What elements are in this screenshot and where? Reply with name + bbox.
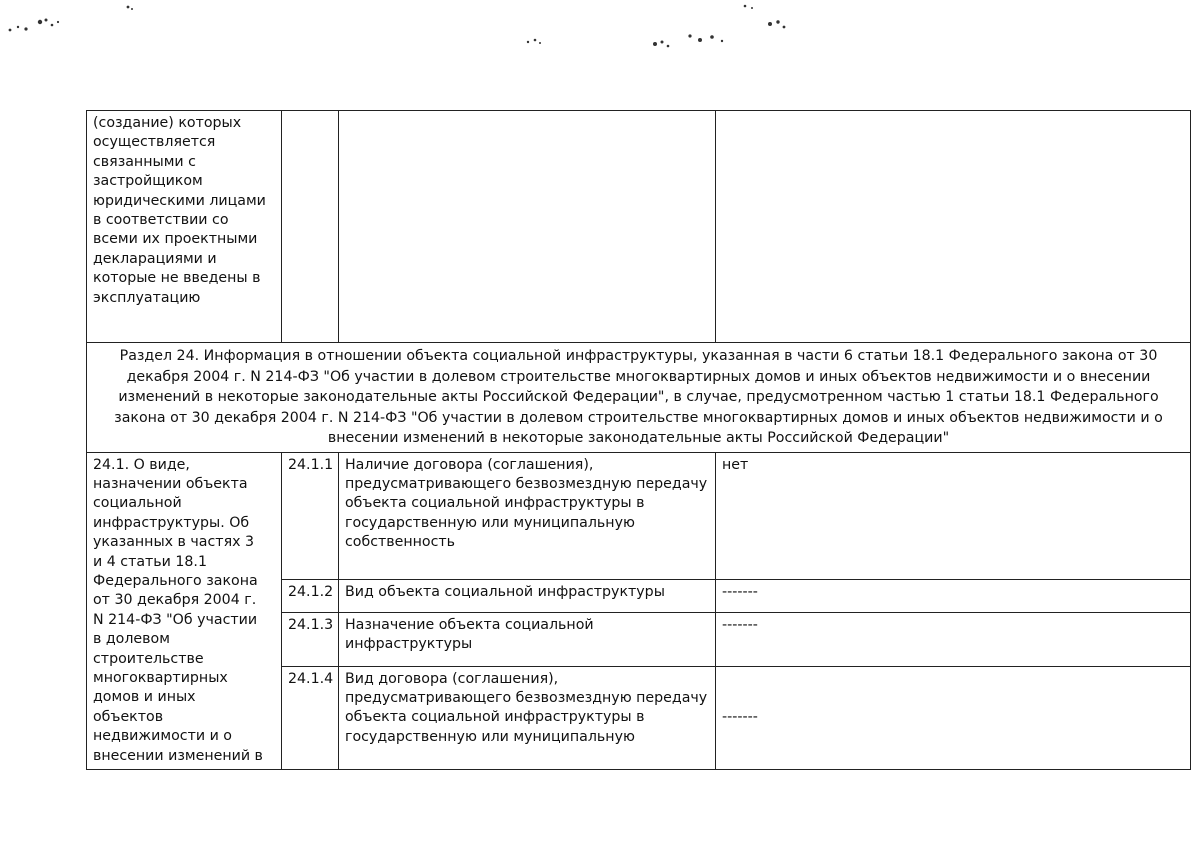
- row-number: 24.1.3: [282, 612, 339, 666]
- empty-cell: [716, 111, 1191, 343]
- row-number: 24.1.2: [282, 579, 339, 612]
- row-value: -------: [716, 612, 1191, 666]
- continuation-text: (создание) которых осуществляется связанными с застройщиком юридическими лицами в соответствии со всеми их проектными декларациями и которые не введены в эксплуатацию: [87, 111, 282, 343]
- section-heading: Раздел 24. Информация в отношении объекта социальной инфраструктуры, указанная в части 6 статьи 18.1 Федерального закона от 30 декабря 2004 г. N 214-ФЗ "Об участии в долевом строительстве многоквартирных домов и иных объектов недвижимости и о внесении изменений в некоторые законодательные акты Российской Федерации", в случае, предусмотренном частью 1 статьи 18.1 Федерального закона от 30 декабря 2004 г. N 214-ФЗ "Об участии в долевом строительстве многоквартирных домов и иных объектов недвижимости и о внесении изменений в некоторые законодательные акты Российской Федерации": [87, 343, 1191, 453]
- empty-cell: [339, 111, 716, 343]
- section-row: [87, 343, 1191, 453]
- row-value: нет: [716, 452, 1191, 579]
- scan-specks: [0, 0, 1200, 80]
- row-value: -------: [716, 666, 1191, 769]
- declaration-table: [86, 110, 1191, 770]
- row-label: Назначение объекта социальной инфраструктуры: [339, 612, 716, 666]
- row-label: Вид договора (соглашения), предусматривающего безвозмездную передачу объекта социальной инфраструктуры в государственную или муниципальную: [339, 666, 716, 769]
- table-row: [87, 452, 1191, 579]
- empty-cell: [282, 111, 339, 343]
- row-number: 24.1.4: [282, 666, 339, 769]
- row-number: 24.1.1: [282, 452, 339, 579]
- continuation-row: [87, 111, 1191, 343]
- row-label: Вид объекта социальной инфраструктуры: [339, 579, 716, 612]
- group-label: 24.1. О виде, назначении объекта социальной инфраструктуры. Об указанных в частях 3 и 4 статьи 18.1 Федерального закона от 30 декабря 2004 г. N 214-ФЗ "Об участии в долевом строительстве многоквартирных домов и иных объектов недвижимости и о внесении изменений в: [87, 452, 282, 770]
- row-label: Наличие договора (соглашения), предусматривающего безвозмездную передачу объекта социальной инфраструктуры в государственную или муниципальную собственность: [339, 452, 716, 579]
- row-value: -------: [716, 579, 1191, 612]
